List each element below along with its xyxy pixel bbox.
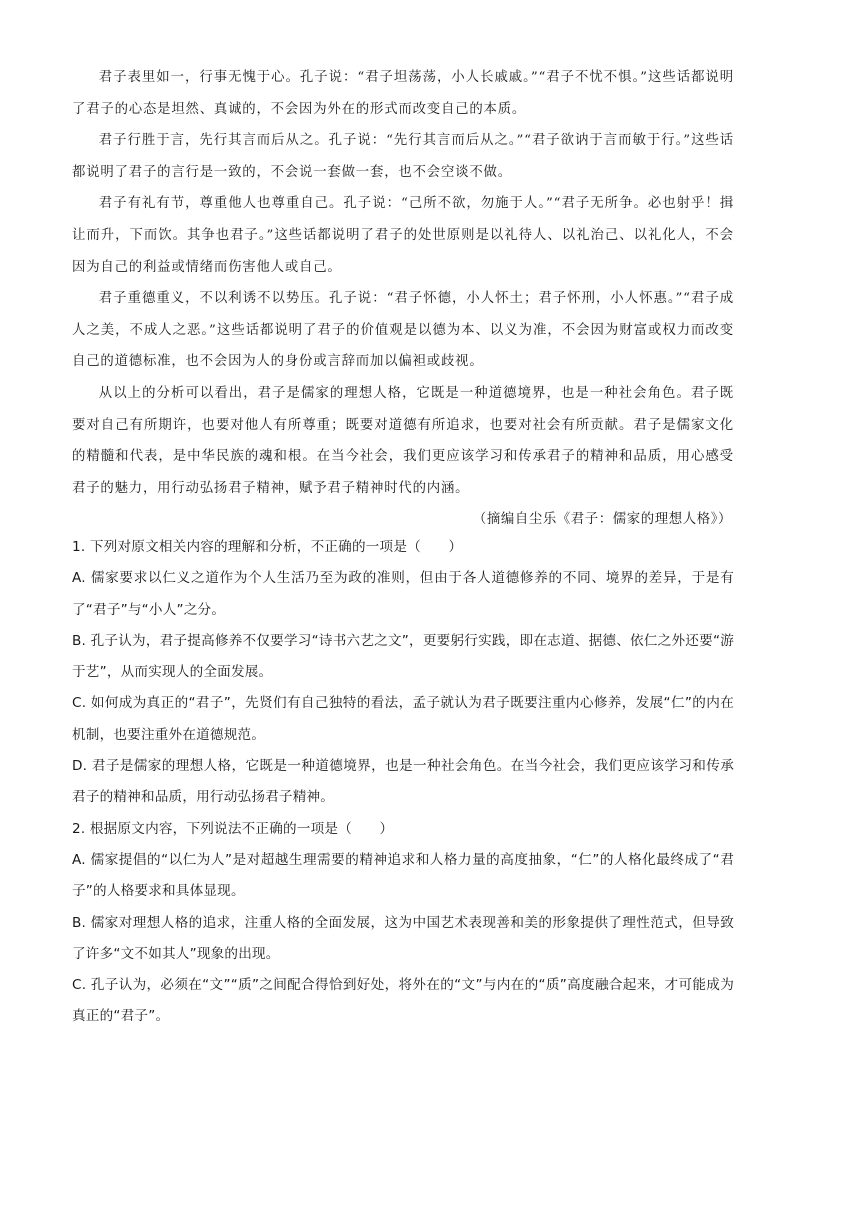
option-c: C. 如何成为真正的“君子”，先贤们有自己独特的看法，孟子就认为君子既要注重内心修养，发展“仁”的内在机制，也要注重外在道德规范。 — [72, 695, 734, 743]
option-a: A. 儒家要求以仁义之道作为个人生活乃至为政的准则，但由于各人道德修养的不同、境界的差异，于是有了“君子”与“小人”之分。 — [72, 570, 734, 618]
option-d: D. 君子是儒家的理想人格，它既是一种道德境界，也是一种社会角色。在当今社会，我们更应该学习和传承君子的精神和品质，用行动弘扬君子精神。 — [72, 758, 734, 806]
option-b: B. 儒家对理想人格的追求，注重人格的全面发展，这为中国艺术表现善和美的形象提供了理性范式，但导致了许多“文不如其人”现象的出现。 — [72, 914, 734, 962]
option-c: C. 孔子认为，必须在“文”“质”之间配合得恰到好处，将外在的“文”与内在的“质”高度融合起来，才可能成为真正的“君子”。 — [72, 977, 734, 1025]
question-section — [72, 532, 734, 1033]
question-stem: 1. 下列对原文相关内容的理解和分析，不正确的一项是（ ） — [72, 539, 463, 555]
question-1 — [72, 532, 734, 814]
passage-paragraph: 君子行胜于言，先行其言而后从之。孔子说：“先行其言而后从之。”“君子欲讷于言而敏于行。”这些话都说明了君子的言行是一致的，不会说一套做一套，也不会空谈不做。 — [72, 133, 734, 180]
reading-passage — [72, 62, 734, 536]
option-a: A. 儒家提倡的“以仁为人”是对超越生理需要的精神追求和人格力量的高度抽象，“仁”的人格化最终成了“君子”的人格要求和具体显现。 — [72, 851, 734, 900]
passage-paragraph: 君子表里如一，行事无愧于心。孔子说：“君子坦荡荡，小人长戚戚。”“君子不忧不惧。”这些话都说明了君子的心态是坦然、真诚的，不会因为外在的形式而改变自己的本质。 — [72, 70, 734, 117]
question-stem: 2. 根据原文内容，下列说法不正确的一项是（ ） — [72, 820, 394, 837]
passage-paragraph: 从以上的分析可以看出，君子是儒家的理想人格，它既是一种道德境界，也是一种社会角色。君子既要对自己有所期许，也要对他人有所尊重；既要对道德有所追求，也要对社会有所贡献。君子是儒家文化的精髓和代表，是中华民族的魂和根。在当今社会，我们更应该学习和传承君子的精神和品质，用心感受君子的魅力，用行动弘扬君子精神，赋予君子精神时代的内涵。 — [72, 385, 734, 496]
passage-source: （摘编自尘乐《君子：儒家的理想人格》） — [472, 512, 732, 528]
passage-paragraph: 君子重德重义，不以利诱不以势压。孔子说：“君子怀德，小人怀土；君子怀刑，小人怀惠。”“君子成人之美，不成人之恶。”这些话都说明了君子的价值观是以德为本、以义为准，不会因为财富或权力而改变自己的道德标准，也不会因为人的身份或言辞而加以偏袒或歧视。 — [72, 291, 734, 370]
option-b: B. 孔子认为，君子提高修养不仅要学习“诗书六艺之文”，更要躬行实践，即在志道、据德、依仁之外还要“游于艺”，从而实现人的全面发展。 — [72, 632, 734, 681]
question-2 — [72, 814, 734, 1033]
passage-paragraph: 君子有礼有节，尊重他人也尊重自己。孔子说：“己所不欲，勿施于人。”“君子无所争。必也射乎！揖让而升，下而饮。其争也君子。”这些话都说明了君子的处世原则是以礼待人、以礼治己、以礼化人，不会因为自己的利益或情绪而伤害他人或自己。 — [72, 196, 734, 275]
